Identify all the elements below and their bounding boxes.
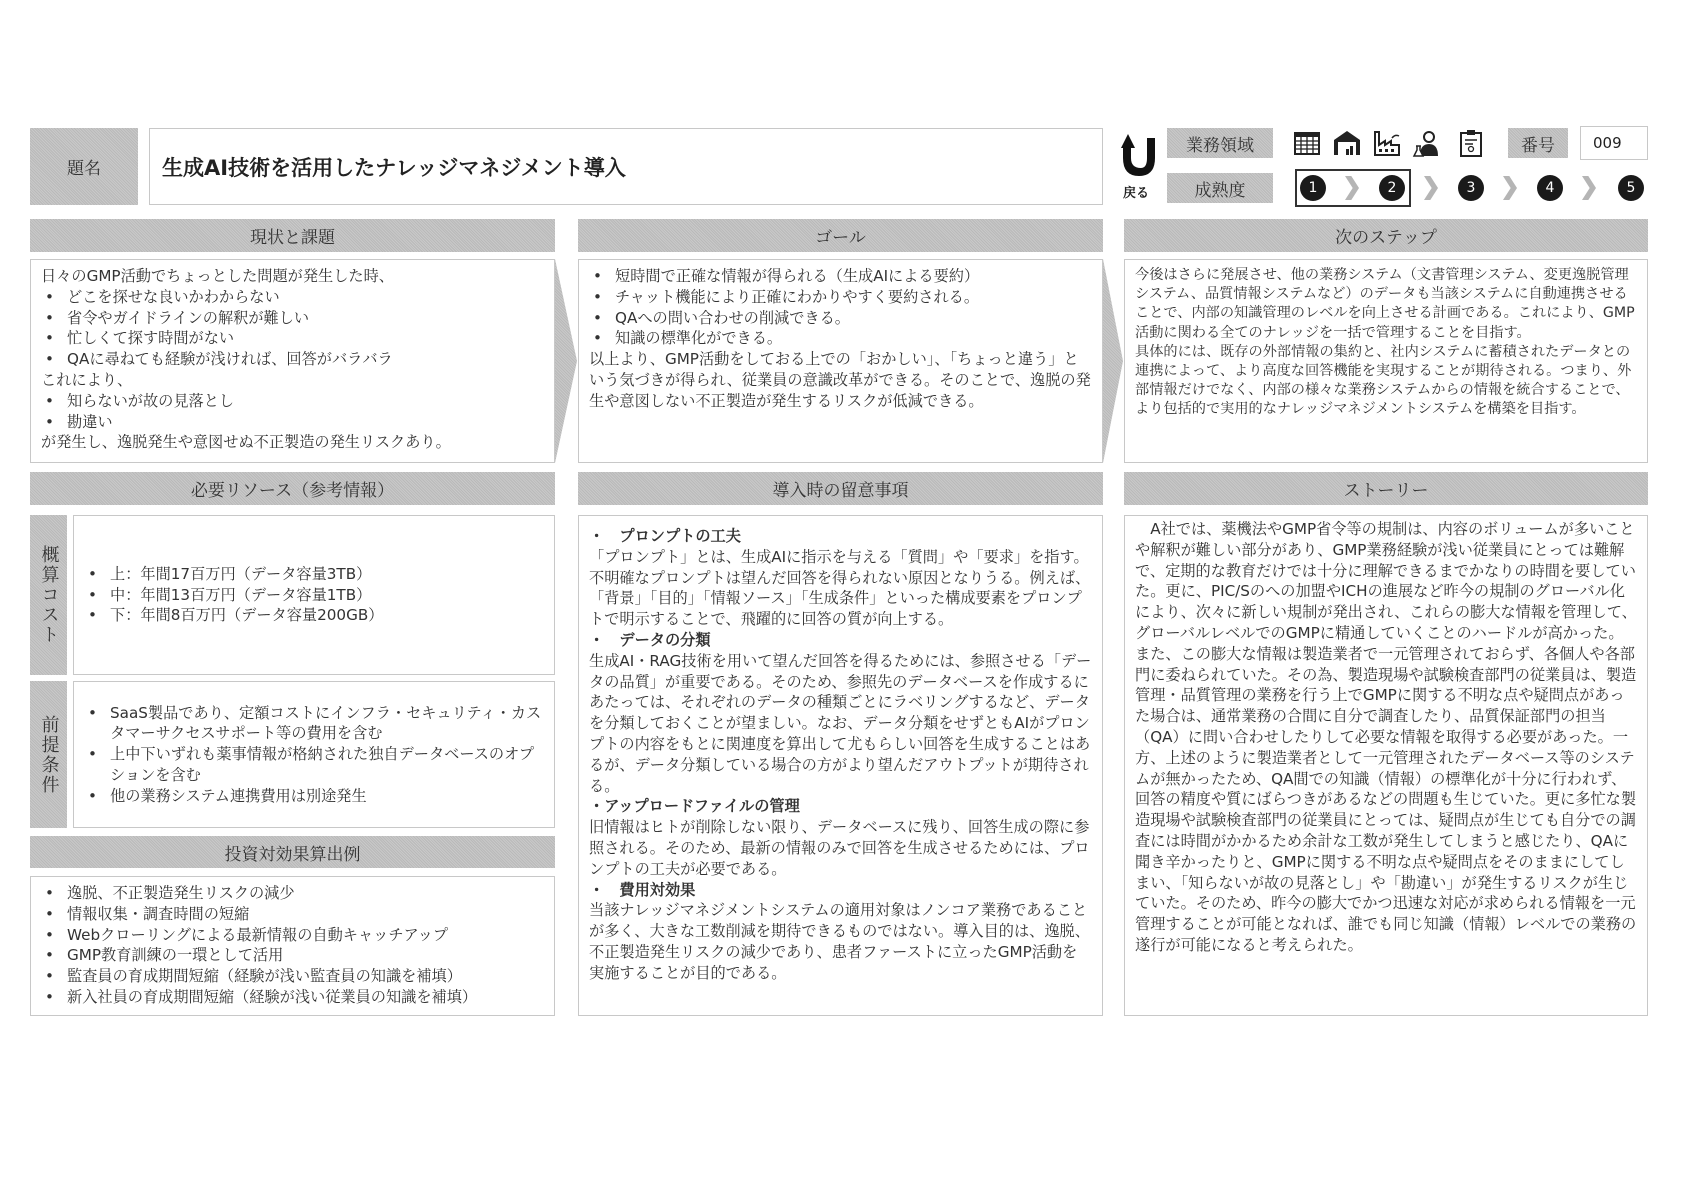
current-risk-item: • 勘違い (41, 412, 544, 433)
roi-item: • GMP教育訓練の一環として活用 (41, 945, 544, 966)
story-text: A社では、薬機法やGMP省令等の規制は、内容のボリュームが多いことや解釈が難しい部分があり、GMP業務経験が浅い従業員にとっては難解で、定期的な教育だけでは十分に理解できるまでかなりの時間を要していた。更に、PIC/Sのへの加盟やICHの進展など昨今の規制のグローバル化により、次々に新しい規制が発出され、これらの膨大な情報を管理して、グローバルレベルでのGMPに精通していくことのハードルが高かった。また、この膨大な情報は製造業者で一元管理されておらず、各個人や各部門に委ねられていた。その為、製造現場や試験検査部門の従業員は、製造管理・品質管理の業務を行う上でGMPに関する不明な点や疑問点があった場合は、通常業務の合間に自分で調査したり、品質保証部門の担当（QA）に問い合わせしたりして必要な情報を取得する必要があった。一方、上述のように製造業者として一元管理されたデータベース等のシステムが無かったため、QA間での知識（情報）の標準化が十分に行われず、回答の精度や質にばらつきがあるなどの問題も生じていた。更に多忙な製造現場や試験検査部門の従業員にとっては、疑問点が生じても自分での調査には時間がかかるため余計な工数が発生してしまうと感じたり、QAに聞き辛かったりと、GMPに関する不明な点や疑問点をそのままにしてしまい、「知らないが故の見落とし」や「勘違い」が発生するリスクが生じていた。そのため、昨今の膨大でかつ迅速な対応が求められる情報を一元管理することが可能となれば、誰でも同じ知識（情報）レベルでの業務の遂行が可能になると考えられた。 (1135, 520, 1637, 954)
roi-item: • 新入社員の育成期間短縮（経験が浅い従業員の知識を補填） (41, 987, 544, 1008)
factory-icon (1372, 128, 1402, 158)
resources-heading: 必要リソース（参考情報） (30, 472, 555, 505)
flow-arrow (1103, 259, 1123, 463)
note-title-prompt: ・ プロンプトの工夫 (589, 527, 741, 545)
premise-item: • 上中下いずれも薬事情報が格納された独自データベースのオプションを含む (84, 744, 544, 786)
calendar-icon (1292, 128, 1322, 158)
clipboard-icon (1456, 128, 1486, 158)
current-middle: これにより、 (41, 370, 133, 389)
goal-item: • 知識の標準化ができる。 (589, 328, 1092, 349)
goal-text: 以上より、GMP活動をしておる上での「おかしい」、「ちょっと違う」という気づきが得られ、従業員の意識改革ができる。そのことで、逸脱の発生や意図しない不正製造が発生するリスクが低減できる。 (589, 350, 1091, 410)
goal-panel (578, 259, 1103, 463)
current-risk-item-list (41, 391, 544, 433)
current-issue-item: • どこを探せな良いかわからない (41, 287, 544, 308)
chevron-right-icon (1424, 176, 1438, 200)
number-value: 009 (1580, 126, 1648, 160)
next-heading: 次のステップ (1124, 219, 1648, 252)
back-label: 戻る (1122, 186, 1149, 201)
current-issue-item: • 省令やガイドラインの解釈が難しい (41, 308, 544, 329)
roi-item-list (41, 883, 544, 1008)
notes-heading: 導入時の留意事項 (578, 472, 1103, 505)
premise-label: 前提条件 (30, 681, 67, 828)
roi-heading: 投資対効果算出例 (30, 836, 555, 868)
story-heading: ストーリー (1124, 472, 1648, 505)
note-text-prompt: 「プロンプト」とは、生成AIに指示を与える「質問」や「要求」を指す。不明確なプロンプトは望んだ回答を得られない原因となりうる。例えば、「背景」「目的」「情報ソース」「生成条件」といった構成要素をプロンプトで明示することで、飛躍的に回答の質が向上する。 (589, 547, 1091, 629)
note-title-cost: ・ 費用対効果 (589, 880, 696, 899)
maturity-step-2: 2 (1379, 175, 1405, 201)
current-outro: が発生し、逸脱発生や意図せぬ不正製造の発生リスクあり。 (41, 433, 451, 452)
story-panel (1124, 515, 1648, 1016)
premise-item: • 他の業務システム連携費用は別途発生 (84, 786, 544, 807)
number-label: 番号 (1508, 128, 1568, 158)
premise-item: • SaaS製品であり、定額コストにインフラ・セキュリティ・カスタマーサクセスサポート等の費用を含む (84, 703, 544, 745)
premise-panel (73, 681, 555, 828)
title-label: 題名 (30, 128, 138, 205)
back-button[interactable] (1113, 130, 1159, 200)
roi-item: • Webクローリングによる最新情報の自動キャッチアップ (41, 925, 544, 946)
roi-item: • 監査員の育成期間短縮（経験が浅い監査員の知識を補填） (41, 966, 544, 987)
goal-item-list (589, 266, 1092, 349)
next-paragraph: 今後はさらに発展させ、他の業務システム（文書管理システム、変更逸脱管理システム、品質情報システムなど）のデータも当該システムに自動連携させることで、内部の知識管理のレベルを向上させる計画である。これにより、GMP活動に関わる全てのナレッジを一括で管理することを目指す。 (1135, 267, 1635, 341)
current-panel (30, 259, 555, 463)
cost-item-list (84, 564, 383, 626)
current-heading: 現状と課題 (30, 219, 555, 252)
note-text-cost: 当該ナレッジマネジメントシステムの適用対象はノンコア業務であることが多く、大きな工数削減を期待できるものではない。導入目的は、逸脱、不正製造発生リスクの減少であり、患者ファーストに立ったGMP活動を実施することが目的である。 (589, 901, 1090, 982)
current-issue-item-list (41, 287, 544, 370)
maturity-step-4: 4 (1537, 175, 1563, 201)
note-text-upload: 旧情報はヒトが削除しない限り、データベースに残り、回答生成の際に参照される。そのため、最新の情報のみで回答を生成させるためには、プロンプトの工夫が必要である。 (589, 818, 1090, 878)
cost-item: • 下：年間8百万円（データ容量200GB） (84, 605, 383, 626)
page-title: 生成AI技術を活用したナレッジマネジメント導入 (149, 128, 1103, 205)
goal-heading: ゴール (578, 219, 1103, 252)
current-issue-item: • QAに尋ねても経験が浅ければ、回答がバラバラ (41, 349, 544, 370)
maturity-step-5: 5 (1618, 175, 1644, 201)
current-risk-item: • 知らないが故の見落とし (41, 391, 544, 412)
premise-item-list (84, 703, 544, 807)
notes-panel (578, 515, 1103, 1016)
maturity-label: 成熟度 (1167, 173, 1273, 203)
roi-item: • 情報収集・調査時間の短縮 (41, 904, 544, 925)
chevron-right-icon (1503, 176, 1517, 200)
goal-item: • 短時間で正確な情報が得られる（生成AIによる要約） (589, 266, 1092, 287)
flow-arrow (555, 259, 577, 463)
goal-item: • チャット機能により正確にわかりやすく要約される。 (589, 287, 1092, 308)
cost-panel (73, 515, 555, 675)
roi-panel (30, 876, 555, 1016)
note-text-data: 生成AI・RAG技術を用いて望んだ回答を得るためには、参照させる「データの品質」が重要である。そのため、参照先のデータベースを作成するにあたっては、それぞれのデータの種類ごとにラベリングするなど、データを分類しておくことが望ましい。なお、データ分類をせずともAIがプロンプトの内容をもとに関連度を算出して尤もらしい回答を生成することはあるが、データ分類している場合の方がより望んだアウトプットが期待される。 (589, 651, 1092, 795)
chevron-right-icon (1582, 176, 1596, 200)
next-panel (1124, 259, 1648, 463)
maturity-step-3: 3 (1458, 175, 1484, 201)
current-issue-item: • 忙しくて探す時間がない (41, 328, 544, 349)
maturity-step-1: 1 (1300, 175, 1326, 201)
note-title-upload: ・アップロードファイルの管理 (589, 797, 800, 816)
cost-item: • 上：年間17百万円（データ容量3TB） (84, 564, 383, 585)
warehouse-icon (1332, 128, 1362, 158)
domain-label: 業務領域 (1167, 128, 1273, 158)
back-arrow-icon (1113, 130, 1159, 178)
cost-label: 概算コスト (30, 515, 67, 675)
note-title-data: ・ データの分類 (589, 630, 711, 649)
cost-item: • 中：年間13百万円（データ容量1TB） (84, 585, 383, 606)
goal-item: • QAへの問い合わせの削減できる。 (589, 308, 1092, 329)
current-intro: 日々のGMP活動でちょっとした問題が発生した時、 (41, 267, 394, 285)
scientist-icon (1412, 128, 1442, 158)
next-paragraph: 具体的には、既存の外部情報の集約と、社内システムに蓄積されたデータとの連携によって、より高度な回答機能を実現することが期待される。つまり、外部情報だけでなく、内部の様々な業務システムからの情報を統合することで、より包括的で実用的なナレッジマネジメントシステムを構築を目指す。 (1135, 343, 1632, 418)
roi-item: • 逸脱、不正製造発生リスクの減少 (41, 883, 544, 904)
